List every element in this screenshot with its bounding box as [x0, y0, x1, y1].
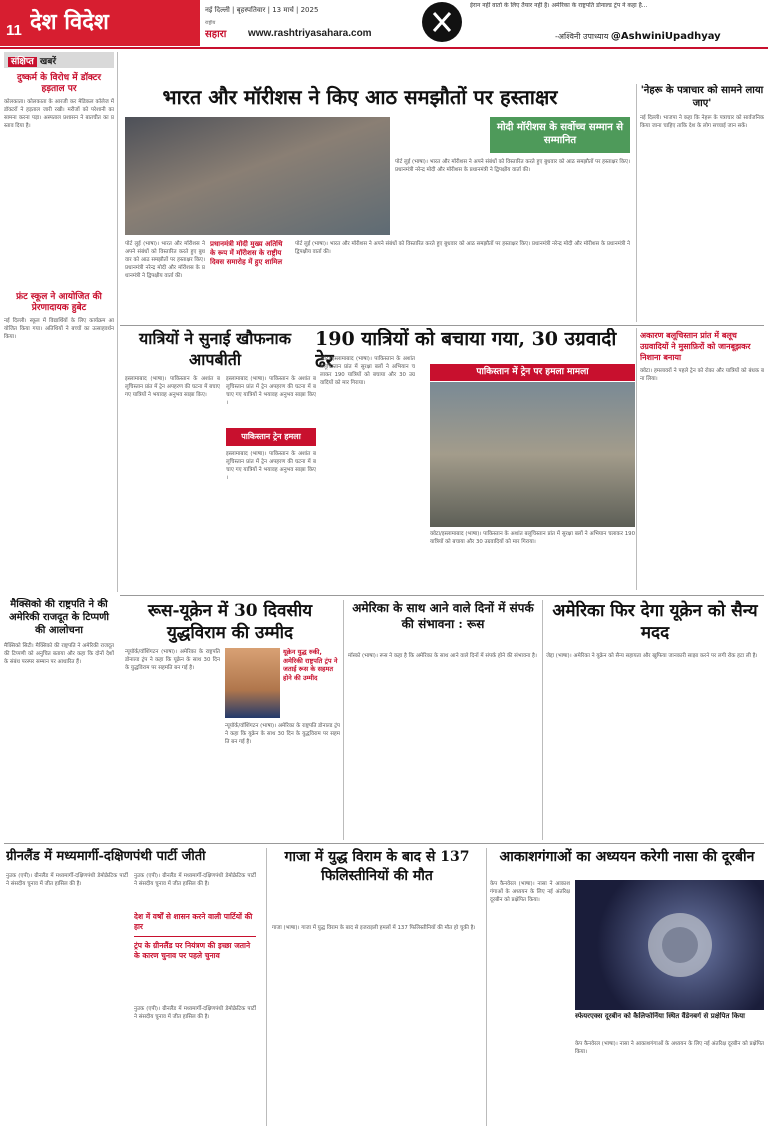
section-title: देश विदेश [30, 9, 109, 35]
story-body: क्वेटा। हमलावरों ने पहले ट्रेन को रोका और यात्रियों को बंधक बना लिया। [640, 368, 764, 383]
dateline: नई दिल्ली | बृहस्पतिवार | 13 मार्च | 2025 [205, 6, 319, 14]
nehru-story [640, 84, 764, 322]
lead-body-col3: पोर्ट लुई (भाषा)। भारत और मॉरीशस ने अपने संबंधों को विस्तारित करते हुए बुधवार को आठ समझौतों पर हस्ताक्षर किए। प्रधानमंत्री नरेन्द्र मोदी और मॉरीशस के प्रधानमंत्री ने द्विपक्षीय वार्ता की। [295, 241, 630, 256]
military-aid-body: जेद्दा (भाषा)। अमेरिका ने यूक्रेन को सैन्य सहायता और खुफिया जानकारी साझा करने पर लगी रोक हटा ली है। [546, 653, 758, 659]
military-aid-headline: अमेरिका फिर देगा यूक्रेन को सैन्य मदद [552, 601, 758, 643]
lead-subhead: मोदी मॉरीशस के सर्वोच्च सम्मान से सम्मानित [496, 122, 624, 146]
brief-sidebar [4, 52, 114, 592]
train-body: क्वेटा/इस्लामाबाद (भाषा)। पाकिस्तान के अशांत बलूचिस्तान प्रांत में सुरक्षा बलों ने अभियान चलाकर 190 यात्रियों को बचाया और 30 उग्रवादियों को मार गिराया। [320, 356, 415, 387]
greenland-pull-quote [134, 912, 256, 1002]
sidebar-item-title: फ्रंट स्कूल ने आयोजित की प्रेरणादायक हुबेट [16, 292, 102, 313]
us-contact-body: मॉस्को (भाषा)। रूस ने कहा है कि अमेरिका के साथ आने वाले दिनों में संपर्क होने की संभावना है। [348, 653, 537, 659]
paper-logo [205, 20, 245, 42]
twitter-handle[interactable]: @AshwiniUpadhyay [610, 31, 721, 42]
nasa-headline: आकाशगंगाओं का अध्ययन करेगी नासा की दूरबीन [499, 849, 755, 865]
x-blurb: ईरान नहीं वार्ता के लिए तैयार नहीं है। अमेरिका के राष्ट्रपति डोनाल्ड ट्रंप ने कहा है... [470, 2, 648, 9]
website-url[interactable]: www.rashtriyasahara.com [248, 28, 372, 39]
pull-quote: ट्रंप के ग्रीनलैंड पर नियंत्रण की इच्छा जताने के कारण चुनाव पर पहले चुनाव [134, 941, 251, 960]
us-contact-headline: अमेरिका के साथ आने वाले दिनों में संपर्क की संभावना : रूस [352, 601, 534, 631]
mexico-story [4, 598, 114, 838]
story-body: नई दिल्ली। भाजपा ने कहा कि नेहरू के पत्राचार को सार्वजनिक किया जाना चाहिए ताकि देश के लोग सच्चाई जान सकें। [640, 115, 764, 130]
paper-name-small: राष्ट्रीय [205, 20, 216, 26]
russia-photo-caption: यूक्रेन युद्ध रुकी, अमेरिकी राष्ट्रपति ट्रंप ने जताई रूस के सहमत होने की उम्मीद [283, 648, 338, 682]
baloch-story [640, 330, 764, 592]
nasa-body: केप कैनवेरल (भाषा)। नासा ने आकाशगंगाओं के अध्ययन के लिए नई अंतरिक्ष दूरबीन को प्रक्षेपित किया। [490, 881, 570, 904]
lead-quote: प्रधानमंत्री मोदी मुख्य अतिथि के रूप में मॉरीशस के राष्ट्रीय दिवस समारोह में हुए शामिल [210, 240, 283, 266]
greenland-body-3: नुउक (एपी)। ग्रीनलैंड में मध्यमार्गी-दक्षिणपंथी डेमोक्रेटिक पार्टी ने संसदीय चुनाव में जीत हासिल की है। [134, 1006, 256, 1021]
author-name: -अश्विनी उपाध्याय [555, 32, 609, 41]
masthead [0, 0, 768, 46]
author-line [555, 31, 765, 42]
sidebar-item-title: दुष्कर्म के विरोध में डॉक्टर हड़ताल पर [16, 73, 102, 94]
russia-body-2: न्यूयॉर्क/वॉशिंगटन (भाषा)। अमेरिका के राष्ट्रपति डोनाल्ड ट्रंप ने कहा कि यूक्रेन के साथ 30 दिन के युद्धविराम पर सहमति बन गई है। [225, 723, 340, 746]
story-body: मैक्सिको सिटी। मैक्सिको की राष्ट्रपति ने अमेरिकी राजदूत की टिप्पणी को अनुचित बताया और कहा कि दोनों देशों के संबंध परस्पर सम्मान पर आधारित हैं। [4, 643, 114, 666]
nasa-body-2: केप कैनवेरल (भाषा)। नासा ने आकाशगंगाओं के अध्ययन के लिए नई अंतरिक्ष दूरबीन को प्रक्षेपित किया। [575, 1041, 764, 1056]
story-headline: अकारण बलूचिस्तान प्रांत में बलूच उग्रवादियों ने मुसाफ़िरों को जानबूझकर निशाना बनाया [640, 331, 751, 362]
telescope-caption-text: स्फेयरएक्स दूरबीन को कैलिफोर्निया स्थित वैंडेनबर्ग से प्रक्षेपित किया [575, 1012, 745, 1020]
sidebar-header [4, 52, 114, 68]
x-logo-icon [422, 2, 462, 42]
trump-photo [225, 648, 280, 718]
russia-body: न्यूयॉर्क/वॉशिंगटन (भाषा)। अमेरिका के राष्ट्रपति डोनाल्ड ट्रंप ने कहा कि यूक्रेन के साथ 30 दिन के युद्धविराम पर सहमति बन गई है। [125, 649, 220, 672]
sidebar-header-label-2: खबरें [39, 57, 57, 67]
passengers-tag [226, 428, 316, 446]
train-headline: 190 यात्रियों को बचाया गया, 30 उग्रवादी ढेर [315, 328, 617, 372]
lead-headline: भारत और मॉरीशस ने किए आठ समझौतों पर हस्ताक्षर [162, 85, 558, 109]
greenland-body-2: नुउक (एपी)। ग्रीनलैंड में मध्यमार्गी-दक्षिणपंथी डेमोक्रेटिक पार्टी ने संसदीय चुनाव में जीत हासिल की है। [134, 873, 256, 888]
train-tag [430, 364, 635, 381]
telescope-photo [575, 880, 764, 1010]
train-body-2: क्वेटा/इस्लामाबाद (भाषा)। पाकिस्तान के अशांत बलूचिस्तान प्रांत में सुरक्षा बलों ने अभियान चलाकर 190 यात्रियों को बचाया और 30 उग्रवादियों को मार गिराया। [430, 531, 635, 546]
passengers-body-3: इस्लामाबाद (भाषा)। पाकिस्तान के अशांत बलूचिस्तान प्रांत में ट्रेन अपहरण की घटना में बचाए गए यात्रियों ने भयावह अनुभव साझा किए। [226, 451, 316, 482]
train-photo [430, 382, 635, 527]
train-tag-label: पाकिस्तान में ट्रेन पर हमला मामला [476, 367, 589, 377]
passengers-body-2: इस्लामाबाद (भाषा)। पाकिस्तान के अशांत बलूचिस्तान प्रांत में ट्रेन अपहरण की घटना में बचाए गए यात्रियों ने भयावह अनुभव साझा किए। [226, 376, 316, 407]
russia-headline: रूस-यूक्रेन में 30 दिवसीय युद्धविराम की उम्मीद [147, 601, 313, 643]
story-headline: मैक्सिको की राष्ट्रपति ने की अमेरिकी राजदूत के टिप्पणी की आलोचना [8, 599, 109, 636]
lead-subhead-box [490, 117, 630, 153]
lead-body: पोर्ट लुई (भाषा)। भारत और मॉरीशस ने अपने संबंधों को विस्तारित करते हुए बुधवार को आठ समझौतों पर हस्ताक्षर किए। प्रधानमंत्री नरेन्द्र मोदी और मॉरीशस के प्रधानमंत्री ने द्विपक्षीय वार्ता की। [395, 159, 630, 174]
page-number: 11 [6, 22, 22, 39]
greenland-headline: ग्रीनलैंड में मध्यमार्गी-दक्षिणपंथी पार्टी जीती [6, 849, 206, 864]
passengers-body: इस्लामाबाद (भाषा)। पाकिस्तान के अशांत बलूचिस्तान प्रांत में ट्रेन अपहरण की घटना में बचाए गए यात्रियों ने भयावह अनुभव साझा किए। [125, 376, 220, 399]
gaza-body: गाजा (भाषा)। गाजा में युद्ध विराम के बाद से इजराइली हमलों में 137 फिलिस्तीनियों की मौत हो चुकी है। [272, 925, 476, 931]
lead-photo [125, 117, 390, 235]
gaza-headline: गाजा में युद्ध विराम के बाद से 137 फिलिस्तीनियों की मौत [284, 849, 470, 884]
pull-quote: देश में वर्षों से शासन करने वाली पार्टियों की हार [134, 912, 253, 931]
lead-body-col1: पोर्ट लुई (भाषा)। भारत और मॉरीशस ने अपने संबंधों को विस्तारित करते हुए बुधवार को आठ समझौतों पर हस्ताक्षर किए। प्रधानमंत्री नरेन्द्र मोदी और मॉरीशस के प्रधानमंत्री ने द्विपक्षीय वार्ता की। [125, 241, 205, 280]
paper-name: सहारा [205, 29, 227, 40]
story-headline: 'नेहरू के पत्राचार को सामने लाया जाए' [640, 85, 764, 109]
sidebar-header-label: संक्षिप्त [8, 57, 37, 67]
greenland-body: नुउक (एपी)। ग्रीनलैंड में मध्यमार्गी-दक्षिणपंथी डेमोक्रेटिक पार्टी ने संसदीय चुनाव में जीत हासिल की है। [6, 873, 128, 888]
passengers-tag-label: पाकिस्तान ट्रेन हमला [241, 432, 301, 441]
sidebar-item-body: कोलकाता। कोलकाता के आरजी कर मेडिकल कॉलेज में डॉक्टरों ने हड़ताल जारी रखी। मरीजों को परेशानी का सामना करना पड़ा। अस्पताल प्रशासन ने बातचीत का प्रस्ताव दिया है। [4, 99, 114, 130]
passengers-headline: यात्रियों ने सुनाई खौफनाक आपबीती [139, 329, 291, 369]
sidebar-item-body: नई दिल्ली। स्कूल में विद्यार्थियों के लिए कार्यक्रम आयोजित किया गया। अतिथियों ने बच्चों का उत्साहवर्धन किया। [4, 318, 114, 341]
telescope-caption [575, 1012, 764, 1036]
